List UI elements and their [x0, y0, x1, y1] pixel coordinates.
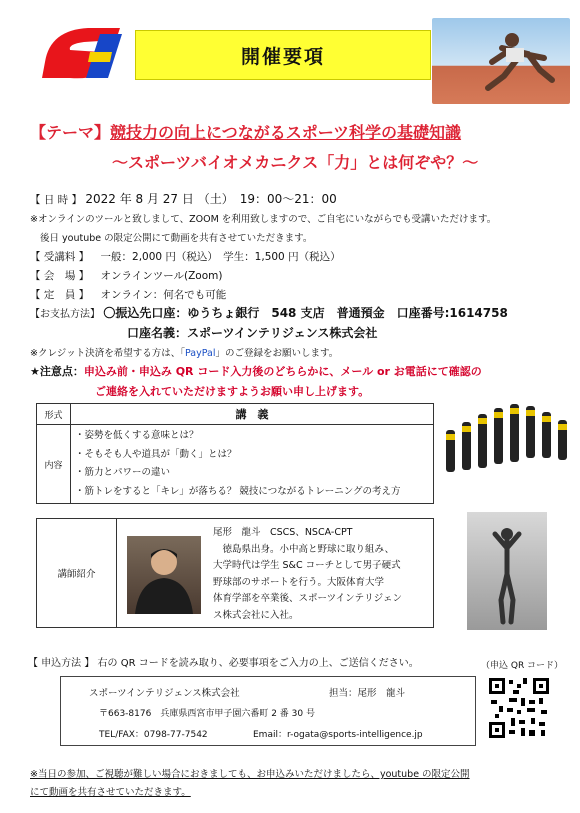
- contact-person: 担当：尾形 龍斗: [329, 688, 406, 699]
- format-header: 形式: [37, 404, 71, 425]
- capacity-label: 【 定 員 】: [30, 289, 90, 301]
- lecture-item: ・姿勢を低くする意味とは？: [75, 430, 199, 441]
- lecture-item: ・そもそも人や道具が「動く」とは？: [75, 448, 237, 460]
- sprinter-photo: [432, 18, 570, 104]
- fee-value: 一般：2,000 円（税込） 学生：1,500 円（税込）: [100, 251, 341, 263]
- company-logo: [40, 22, 124, 82]
- contact-box: [60, 676, 476, 746]
- online-note-1: ※オンラインのツールと致しまして、ZOOM を利用致しますので、ご自宅にいながらでも受講いただけます。: [30, 214, 497, 225]
- qr-code[interactable]: [487, 676, 551, 740]
- jumper-photo: [467, 512, 547, 630]
- content-label: 内容: [37, 425, 71, 504]
- caution-row: [30, 363, 482, 379]
- theme-subtitle: ～スポーツバイオメカニクス「力」とは何ぞや？～: [112, 153, 479, 172]
- contact-tel: TEL/FAX：0798-77-7542: [99, 730, 208, 740]
- lecture-item: ・筋トレをすると「キレ」が落ちる？ 競技につながるトレーニングの考え方: [75, 485, 401, 497]
- lecture-header: 講 義: [71, 404, 434, 425]
- date-label: 【 日 時 】: [30, 194, 83, 206]
- table-row: [37, 425, 434, 504]
- bio-line: 徳島県出身。小中高と野球に取り組み、: [213, 543, 395, 555]
- theme-title: 競技力の向上につながるスポーツ科学の基礎知識: [110, 123, 462, 142]
- bio-line: 体育学部を卒業後、スポーツインテリジェン: [213, 593, 402, 604]
- payment-row: [30, 304, 508, 321]
- fee-row: [30, 249, 341, 264]
- venue-label: 【 会 場 】: [30, 270, 90, 282]
- instructor-box: [36, 518, 434, 628]
- credit-note-text-end: 」のご登録をお願いします。: [215, 348, 339, 359]
- theme-tag: 【テーマ】: [30, 123, 111, 142]
- venue-row: [30, 268, 222, 283]
- bio-line: ス株式会社に入社。: [213, 609, 299, 621]
- table-header-row: [37, 404, 434, 425]
- footer-line: にて動画を共有させていただきます。: [30, 787, 191, 798]
- capacity-row: [30, 287, 226, 302]
- lecture-item: ・筋力とパワーの違い: [75, 467, 171, 478]
- instructor-name: 尾形 龍斗 CSCS、NSCA-CPT: [213, 527, 353, 538]
- online-note-2: 後日 youtube の限定公開にて動画を共有させていただきます。: [40, 233, 313, 244]
- theme-line: [30, 120, 570, 143]
- lecture-table: [36, 403, 434, 504]
- contact-address: 〒663-8176 兵庫県西宮市甲子園六番町 2 番 30 号: [99, 709, 315, 719]
- page-title: 開催要項: [135, 30, 431, 80]
- bio-line: 野球部のサポートを行う。大阪体育大学: [213, 576, 385, 588]
- caution-line-2: ご連絡を入れていただけますようお願い申し上げます。: [95, 385, 370, 398]
- caution-label: ★注意点：: [30, 365, 84, 378]
- lecture-items: [71, 425, 434, 504]
- apply-instructions: 【 申込方法 】 右の QR コードを読み取り、必要事項をご入力の上、ご送信ください。: [28, 658, 419, 669]
- email-text[interactable]: Email：r-ogata@sports-intelligence.jp: [253, 730, 423, 740]
- account-name: 口座名義：スポーツインテリジェンス株式会社: [127, 326, 378, 340]
- instructor-label: 講師紹介: [37, 519, 117, 627]
- fee-label: 【 受講料 】: [30, 251, 90, 263]
- payment-value: 〇振込先口座：ゆうちょ銀行 548 支店 普通預金 口座番号:1614758: [103, 306, 508, 320]
- contact-company: スポーツインテリジェンス株式会社: [89, 688, 240, 699]
- caution-line-1: 申込み前・申込み QR コード入力後のどちらかに、メール or お電話にて確認の: [83, 365, 482, 378]
- venue-value: オンラインツール(Zoom): [100, 270, 223, 282]
- date-value: 2022 年 8 月 27 日 （土） 19：00～21：00: [85, 192, 337, 206]
- footer-note: [30, 766, 470, 802]
- qr-label: （申込 QR コード）: [481, 661, 564, 671]
- credit-note: [30, 345, 338, 359]
- paypal-label: PayPal: [184, 348, 216, 359]
- bottles-image: [440, 400, 575, 485]
- instructor-bio: [213, 525, 402, 624]
- credit-note-text: ※クレジット決済を希望する方は、「: [30, 348, 185, 359]
- footer-line: ※当日の参加、ご視聴が難しい場合におきましても、お申込みいただけましたら、youtube の限定公開: [30, 769, 470, 780]
- date-row: [30, 190, 337, 207]
- capacity-value: オンライン：何名でも可能: [100, 289, 227, 301]
- contact-email[interactable]: [253, 727, 423, 740]
- instructor-photo: [127, 536, 201, 614]
- payment-label: 【お支払方法】: [30, 309, 100, 320]
- bio-line: 大学時代は学生 S&C コーチとして男子硬式: [213, 560, 401, 571]
